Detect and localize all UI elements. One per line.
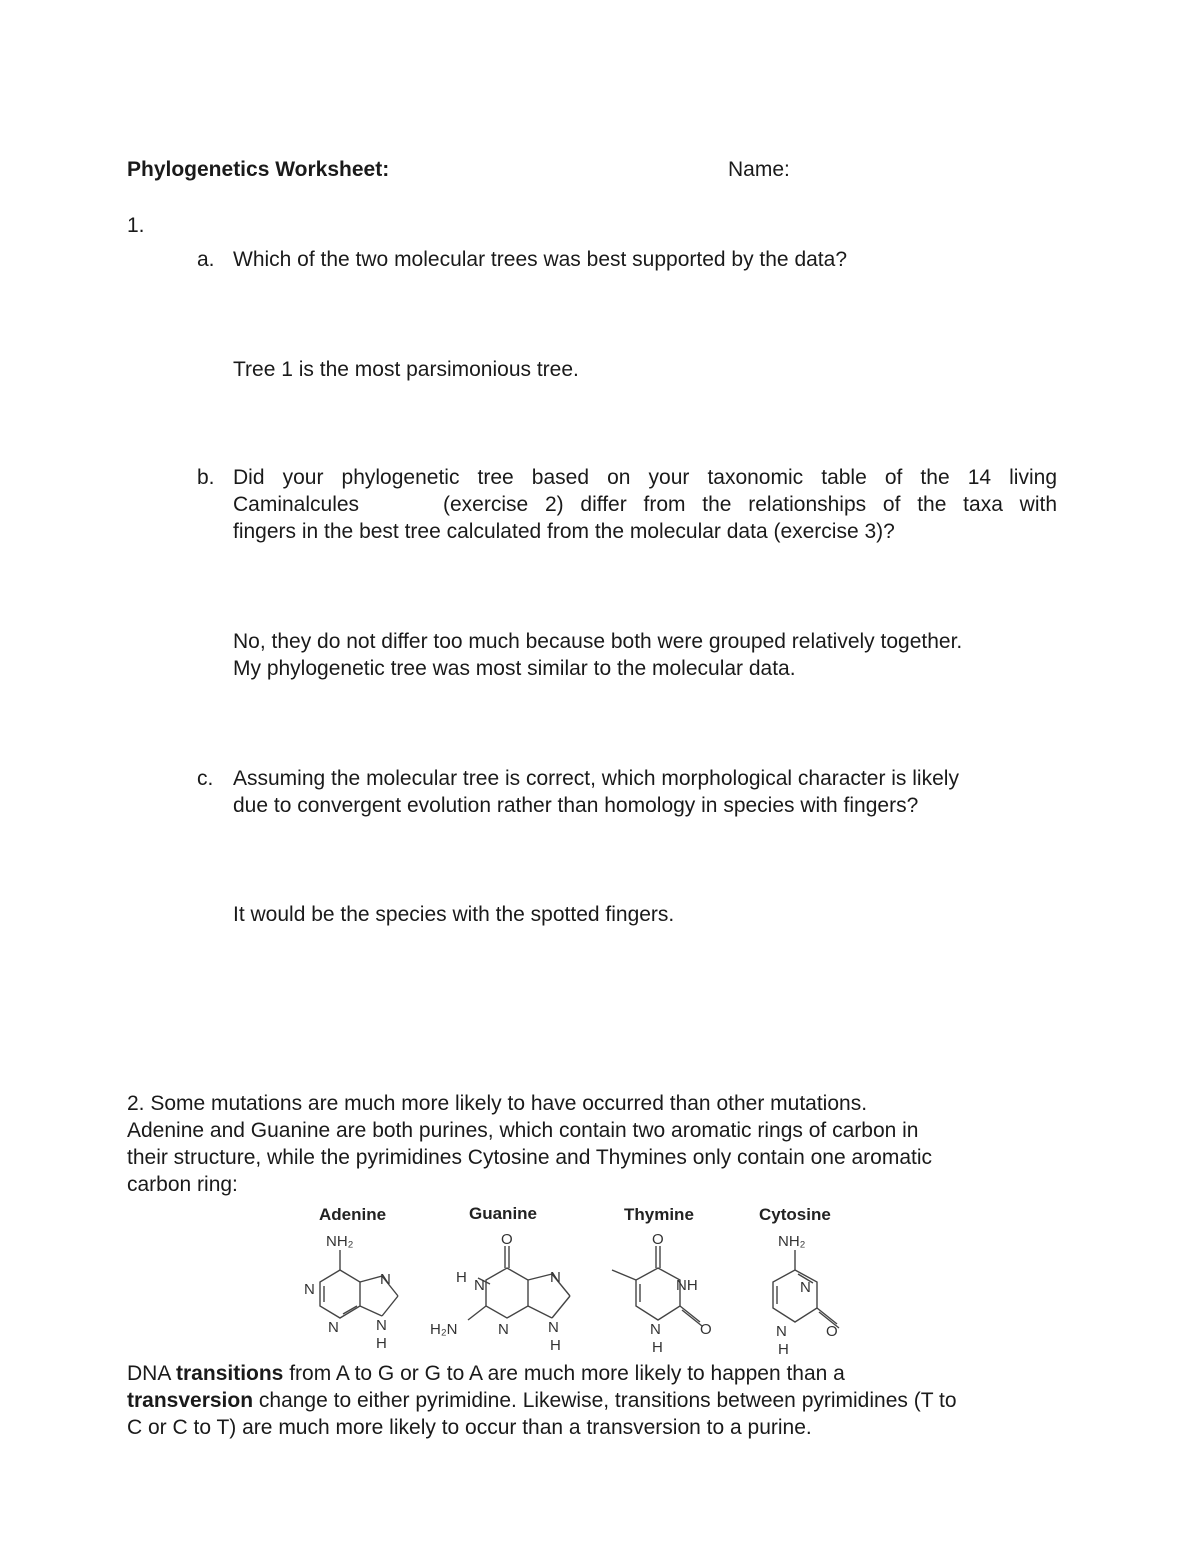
thymine-nh: NH [676, 1277, 698, 1294]
q2-intro-line4: carbon ring: [127, 1173, 238, 1196]
guanine-o: O [501, 1231, 513, 1248]
question-1b [233, 464, 1057, 545]
adenine-nh2: NH₂ [326, 1233, 354, 1250]
question-1b-line2 [233, 491, 1057, 518]
para-line2 [127, 1387, 957, 1414]
question-1c [233, 765, 959, 819]
thymine-o4: O [652, 1231, 664, 1248]
question-1b-line3: fingers in the best tree calculated from the molecular data (exercise 3)? [233, 520, 895, 543]
item-c-marker: c. [197, 767, 214, 790]
guanine-n1: N [474, 1277, 485, 1294]
worksheet-title: Phylogenetics Worksheet: [127, 158, 390, 181]
answer-1b-line2: My phylogenetic tree was most similar to the molecular data. [233, 657, 796, 680]
thymine-h: H [652, 1339, 663, 1356]
answer-1b-line1: No, they do not differ too much because both were grouped relatively together. [233, 630, 963, 653]
guanine-n9: N [548, 1319, 559, 1336]
question-1b-line2-rest: (exercise 2) differ from the relationships of the taxa with [443, 493, 1057, 516]
adenine-h: H [376, 1335, 387, 1352]
cytosine-n1: N [776, 1323, 787, 1340]
para-line1 [127, 1360, 957, 1387]
guanine-h2n: H₂N [430, 1321, 458, 1338]
answer-1b [233, 628, 962, 682]
q2-intro-line3: their structure, while the pyrimidines Cytosine and Thymines only contain one aromatic [127, 1146, 932, 1169]
thymine-n1: N [650, 1321, 661, 1338]
para-line1-pre: DNA [127, 1362, 177, 1385]
question-1b-line1: Did your phylogenetic tree based on your taxonomic table of the 14 living [233, 466, 1057, 489]
adenine-n9: N [376, 1317, 387, 1334]
item-a-marker: a. [197, 248, 215, 271]
adenine-n7: N [380, 1271, 391, 1288]
transitions-term: transitions [176, 1362, 284, 1385]
guanine-n7: N [550, 1269, 561, 1286]
adenine-label: Adenine [319, 1205, 387, 1224]
guanine-n3: N [498, 1321, 509, 1338]
cytosine-h: H [778, 1341, 789, 1358]
question-2-intro [127, 1090, 932, 1198]
q2-intro-line2: Adenine and Guanine are both purines, which contain two aromatic rings of carbon in [127, 1119, 919, 1142]
transitions-paragraph [127, 1360, 957, 1441]
thymine-o2: O [700, 1321, 712, 1338]
caminalcules-word: Caminalcules [233, 493, 360, 516]
thymine-label: Thymine [624, 1205, 694, 1224]
answer-1c: It would be the species with the spotted fingers. [233, 903, 675, 926]
nucleobase-structures [290, 1228, 870, 1358]
para-line3: C or C to T) are much more likely to occur than a transversion to a purine. [127, 1416, 812, 1439]
cytosine-nh2: NH₂ [778, 1233, 806, 1250]
para-line1-post: from A to G or G to A are much more likely to happen than a [283, 1362, 845, 1385]
question-1a: Which of the two molecular trees was best supported by the data? [233, 248, 847, 271]
guanine-h: H [550, 1337, 561, 1354]
cytosine-o2: O [826, 1323, 838, 1340]
cytosine-n3: N [800, 1279, 811, 1296]
guanine-h-dot: H [456, 1269, 467, 1286]
question-1-number: 1. [127, 214, 145, 237]
question-1c-line1: Assuming the molecular tree is correct, which morphological character is likely [233, 767, 959, 790]
cytosine-label: Cytosine [759, 1205, 831, 1224]
transversion-term: transversion [127, 1389, 254, 1412]
para-line2-post: change to either pyrimidine. Likewise, transitions between pyrimidines (T to [253, 1389, 957, 1412]
guanine-label: Guanine [469, 1204, 538, 1223]
question-1c-line2: due to convergent evolution rather than homology in species with fingers? [233, 794, 919, 817]
adenine-n1: N [304, 1281, 315, 1298]
answer-1a: Tree 1 is the most parsimonious tree. [233, 358, 579, 381]
q2-intro-line1: 2. Some mutations are much more likely to have occurred than other mutations. [127, 1092, 868, 1115]
name-label: Name: [728, 158, 790, 181]
item-b-marker: b. [197, 466, 215, 489]
adenine-n3: N [328, 1319, 339, 1336]
